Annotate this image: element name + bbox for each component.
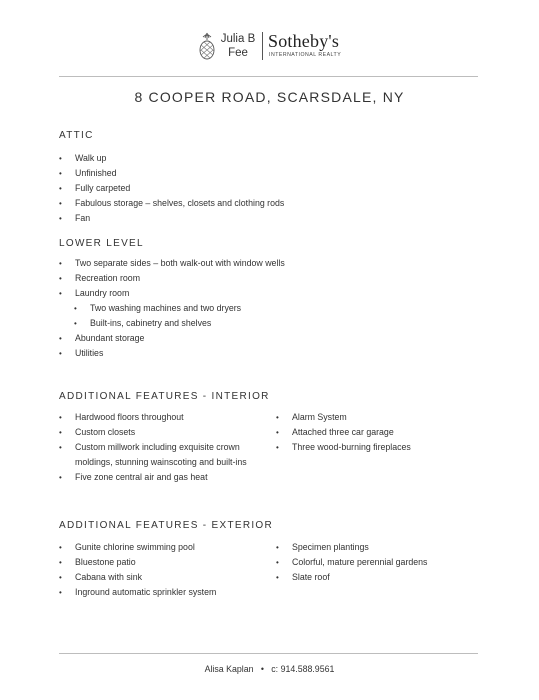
list-item: • Fully carpeted [59, 181, 284, 196]
top-divider [59, 76, 478, 77]
list-item: • Recreation room [59, 271, 285, 286]
brand-left-name [220, 32, 256, 60]
list-item: • Bluestone patio [59, 555, 216, 570]
section-heading-exterior: ADDITIONAL FEATURES - EXTERIOR [59, 520, 274, 531]
brand-right-subtitle: INTERNATIONAL REALTY [269, 52, 342, 58]
list-item: • Unfinished [59, 166, 284, 181]
interior-list-left [59, 410, 275, 485]
list-item: • Colorful, mature perennial gardens [276, 555, 427, 570]
exterior-list-right [276, 540, 427, 585]
interior-list-right [276, 410, 411, 455]
page-title: 8 COOPER ROAD, SCARSDALE, NY [134, 89, 405, 105]
list-item: • Specimen plantings [276, 540, 427, 555]
list-item: • Cabana with sink [59, 570, 216, 585]
agent-name: Alisa Kaplan [204, 664, 254, 674]
list-item: • Fan [59, 211, 284, 226]
list-item: • Alarm System [276, 410, 411, 425]
list-item: • Walk up [59, 151, 284, 166]
brand-left-line2: Fee [228, 47, 248, 59]
bottom-divider [59, 653, 478, 654]
list-item: • Two separate sides – both walk-out with window wells [59, 256, 285, 271]
agent-phone: c: 914.588.9561 [271, 664, 335, 674]
list-item: • Five zone central air and gas heat [59, 470, 275, 485]
list-item: • Three wood-burning fireplaces [276, 440, 411, 455]
attic-list [59, 151, 284, 226]
list-item: • Laundry room [59, 286, 285, 301]
list-item: • Utilities [59, 346, 285, 361]
footer-contact [0, 664, 539, 674]
list-sub-item: • Two washing machines and two dryers [59, 301, 285, 316]
footer-separator: • [260, 664, 264, 674]
list-sub-item: • Built-ins, cabinetry and shelves [59, 316, 285, 331]
list-item: • Fabulous storage – shelves, closets and clothing rods [59, 196, 284, 211]
list-item: • Inground automatic sprinkler system [59, 585, 216, 600]
lower-level-list [59, 256, 285, 361]
list-item: • Custom closets [59, 425, 275, 440]
list-item: • Abundant storage [59, 331, 285, 346]
list-item: • Custom millwork including exquisite crown moldings, stunning wainscoting and built-ins [59, 440, 275, 470]
section-heading-lower-level: LOWER LEVEL [59, 238, 144, 249]
section-heading-interior: ADDITIONAL FEATURES - INTERIOR [59, 391, 270, 402]
list-item: • Attached three car garage [276, 425, 411, 440]
section-heading-attic: ATTIC [59, 130, 94, 141]
header [0, 30, 539, 64]
brand-left-line1: Julia B [220, 33, 256, 45]
list-item: • Gunite chlorine swimming pool [59, 540, 216, 555]
brand-divider [262, 32, 263, 60]
list-item: • Slate roof [276, 570, 427, 585]
list-item: • Hardwood floors throughout [59, 410, 275, 425]
exterior-list-left [59, 540, 216, 600]
brand-right-name: Sotheby's [268, 31, 340, 51]
pineapple-icon [198, 32, 216, 60]
